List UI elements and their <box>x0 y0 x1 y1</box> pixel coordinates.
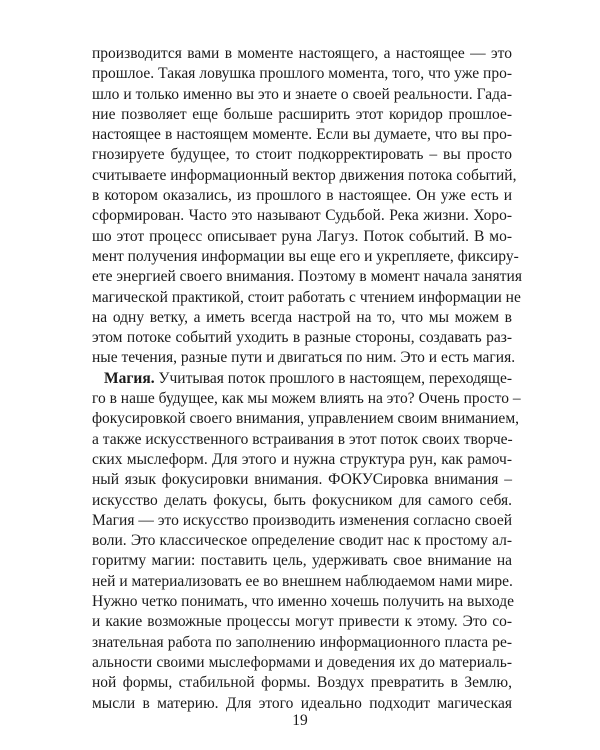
text-line: мысли в материю. Для этого идеально подходит магическая <box>92 694 512 712</box>
text-line: фокусировкой своего внимания, управлением своим вниманием, <box>92 410 519 428</box>
text-line: ной формы, стабильной формы. Воздух превратить в Землю, <box>92 674 512 692</box>
text-line: Магия — это искусство производить изменения согласно своей <box>92 511 512 529</box>
text-line: а также искусственного встраивания в этот поток своих творче- <box>92 430 513 448</box>
text-line: в котором оказались, из прошлого в настоящее. Он уже есть и <box>92 187 512 205</box>
paragraph-2 <box>92 369 521 714</box>
text-line: Нужно четко понимать, что именно хочешь получить на выходе <box>92 593 514 611</box>
text-line: шо этот процесс описывает руна Лагуз. Поток событий. В мо- <box>92 227 512 245</box>
text-line: магической практикой, стоит работать с чтением информации не <box>92 288 521 306</box>
paragraph-1 <box>92 44 522 369</box>
text-line: ских мыслеформ. Для этого и нужна структура рун, как рамоч- <box>92 450 512 468</box>
text-line: гнозируете будущее, то стоит подкорректировать – вы просто <box>92 146 512 164</box>
text-line: ный язык фокусировки внимания. ФОКУСировка внимания – <box>92 471 512 489</box>
body-text <box>92 44 522 714</box>
text-line: искусство делать фокусы, быть фокусником для самого себя. <box>92 491 512 509</box>
text-line: на одну ветку, а иметь всегда настрой на то, что мы можем в <box>92 308 512 326</box>
text-line: знательная работа по заполнению информационного пласта ре- <box>92 633 512 651</box>
text-line: альности своими мыслеформами и доведения их до материаль- <box>92 653 512 671</box>
text-line: и какие возможные процессы могут привести к этому. Это со- <box>92 613 512 631</box>
text-line: ней и материализовать ее во внешнем наблюдаемом нами мире. <box>92 572 513 590</box>
text-line: ние позволяет еще больше расширить этот коридор прошлое- <box>92 105 512 123</box>
text-line: ете энергией своего внимания. Поэтому в момент начала занятия <box>92 268 522 286</box>
text-line: мент получения информации вы еще его и укрепляете, фиксиру- <box>92 247 519 265</box>
text-line: этом потоке событий уходить в разные стороны, создавать раз- <box>92 329 512 347</box>
text-line: считываете информационный вектор движения потока событий, <box>92 166 517 184</box>
text-line: производится вами в моменте настоящего, а настоящее — это <box>92 45 512 62</box>
text-line: го в наше будущее, как мы можем влиять на это? Очень просто – <box>92 390 521 408</box>
paragraph-2-first-line <box>92 369 512 389</box>
text-line: ные течения, разные пути и двигаться по ним. Это и есть магия. <box>92 349 516 367</box>
text-line: шло и только именно вы это и знаете о своей реальности. Гада- <box>92 85 512 103</box>
text-line: настоящее в настоящем моменте. Если вы думаете, что вы про- <box>92 126 512 144</box>
magic-heading: Магия. <box>104 369 155 387</box>
text-line: прошлое. Такая ловушка прошлого момента, того, что уже про- <box>92 65 512 83</box>
text-line: воли. Это классическое определение сводит нас к простому ал- <box>92 532 512 550</box>
text-line: горитму магии: поставить цель, удерживать свое внимание на <box>92 552 512 570</box>
page-number: 19 <box>292 712 308 729</box>
paragraph-2-first-line-text: Учитывая поток прошлого в настоящем, переходяще- <box>154 369 512 387</box>
text-line: сформирован. Часто это называют Судьбой. Река жизни. Хоро- <box>92 207 512 225</box>
